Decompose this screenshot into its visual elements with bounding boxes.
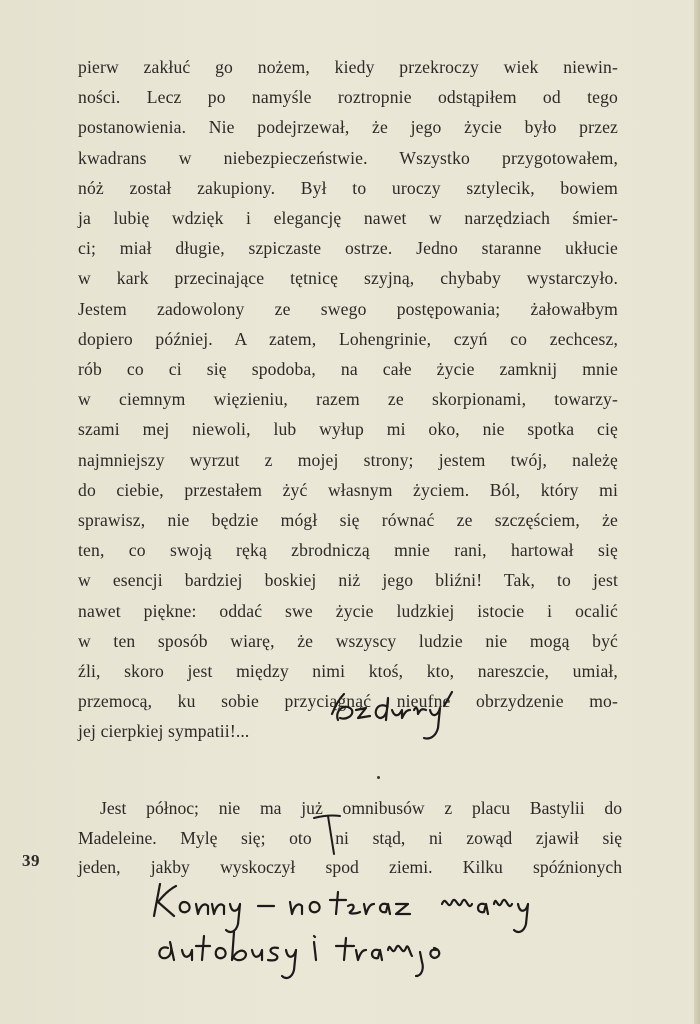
text-line: w kark przecinające tętnicę szyjną, chybaby wystarczyło. [78,268,618,289]
text-line: szami mej niewoli, lub wyłup mi oko, nie spotka cię [78,419,618,440]
text-line: dopiero później. A zatem, Lohengrinie, czyń co zechcesz, [78,328,618,349]
text-line: jeden, jakby wyskoczył spod ziemi. Kilku spóźnionych [78,857,622,877]
section-separator [377,776,380,779]
text-line: najmniejszy wyrzut z mojej strony; jestem twój, należę [78,449,618,470]
text-line: kwadrans w niebezpieczeństwie. Wszystko przygotowałem, [78,147,618,168]
insertion-mark [310,812,350,858]
paragraph-2 [78,794,622,883]
text-line: jej cierpkiej sympatii!... [78,721,250,742]
text-line: źli, skoro jest między nimi ktoś, kto, nareszcie, umiał, [78,661,618,682]
text-line: w esencji bardziej boskiej niż jego bliźni! Tak, to jest [78,570,618,591]
text-line: w ten sposób wiarę, że wszyscy ludzie nie mogą być [78,630,618,651]
handwritten-note-bottom [150,872,570,982]
text-line: ja lubię wdzięk i elegancję nawet w narzędziach śmier- [78,208,618,229]
text-line: ci; miał długie, szpiczaste ostrze. Jedno staranne ukłucie [78,238,618,259]
page-number: 39 [22,851,40,870]
text-line: ten, co swoją ręką zbrodniczą mnie rani, hartował się [78,540,618,561]
paragraph-1 [78,52,618,747]
text-line: do ciebie, przestałem żyć własnym życiem. Ból, który mi [78,479,618,500]
handwritten-note-bzdury [326,680,466,744]
page-edge-shadow [694,0,700,1024]
text-line: Jest północ; nie ma już omnibusów z placu Bastylii do [100,798,622,818]
text-line: Madeleine. Mylę się; oto ni stąd, ni zowąd zjawił się [78,827,622,848]
text-line: rób co ci się spodoba, na całe życie zamknij mnie [78,359,618,380]
text-line: pierw zakłuć go nożem, kiedy przekroczy wiek niewin- [78,57,618,77]
text-line: przemocą, ku sobie przyciągnąć nieufne obrzydzenie mo- [78,691,618,712]
text-line: postanowienia. Nie podejrzewał, że jego życie było przez [78,117,618,138]
text-line: ności. Lecz po namyśle roztropnie odstąpiłem od tego [78,87,618,108]
text-line: w ciemnym więzieniu, razem ze skorpionami, towarzy- [78,389,618,410]
text-line: nóż został zakupiony. Był to uroczy sztylecik, bowiem [78,177,618,198]
text-line: sprawisz, nie będzie mógł się równać ze szczęściem, że [78,510,618,531]
text-line: Jestem zadowolony ze swego postępowania; żałowałbym [78,298,618,319]
text-line: nawet piękne: oddać swe życie ludzkiej istocie i ocalić [78,600,618,621]
